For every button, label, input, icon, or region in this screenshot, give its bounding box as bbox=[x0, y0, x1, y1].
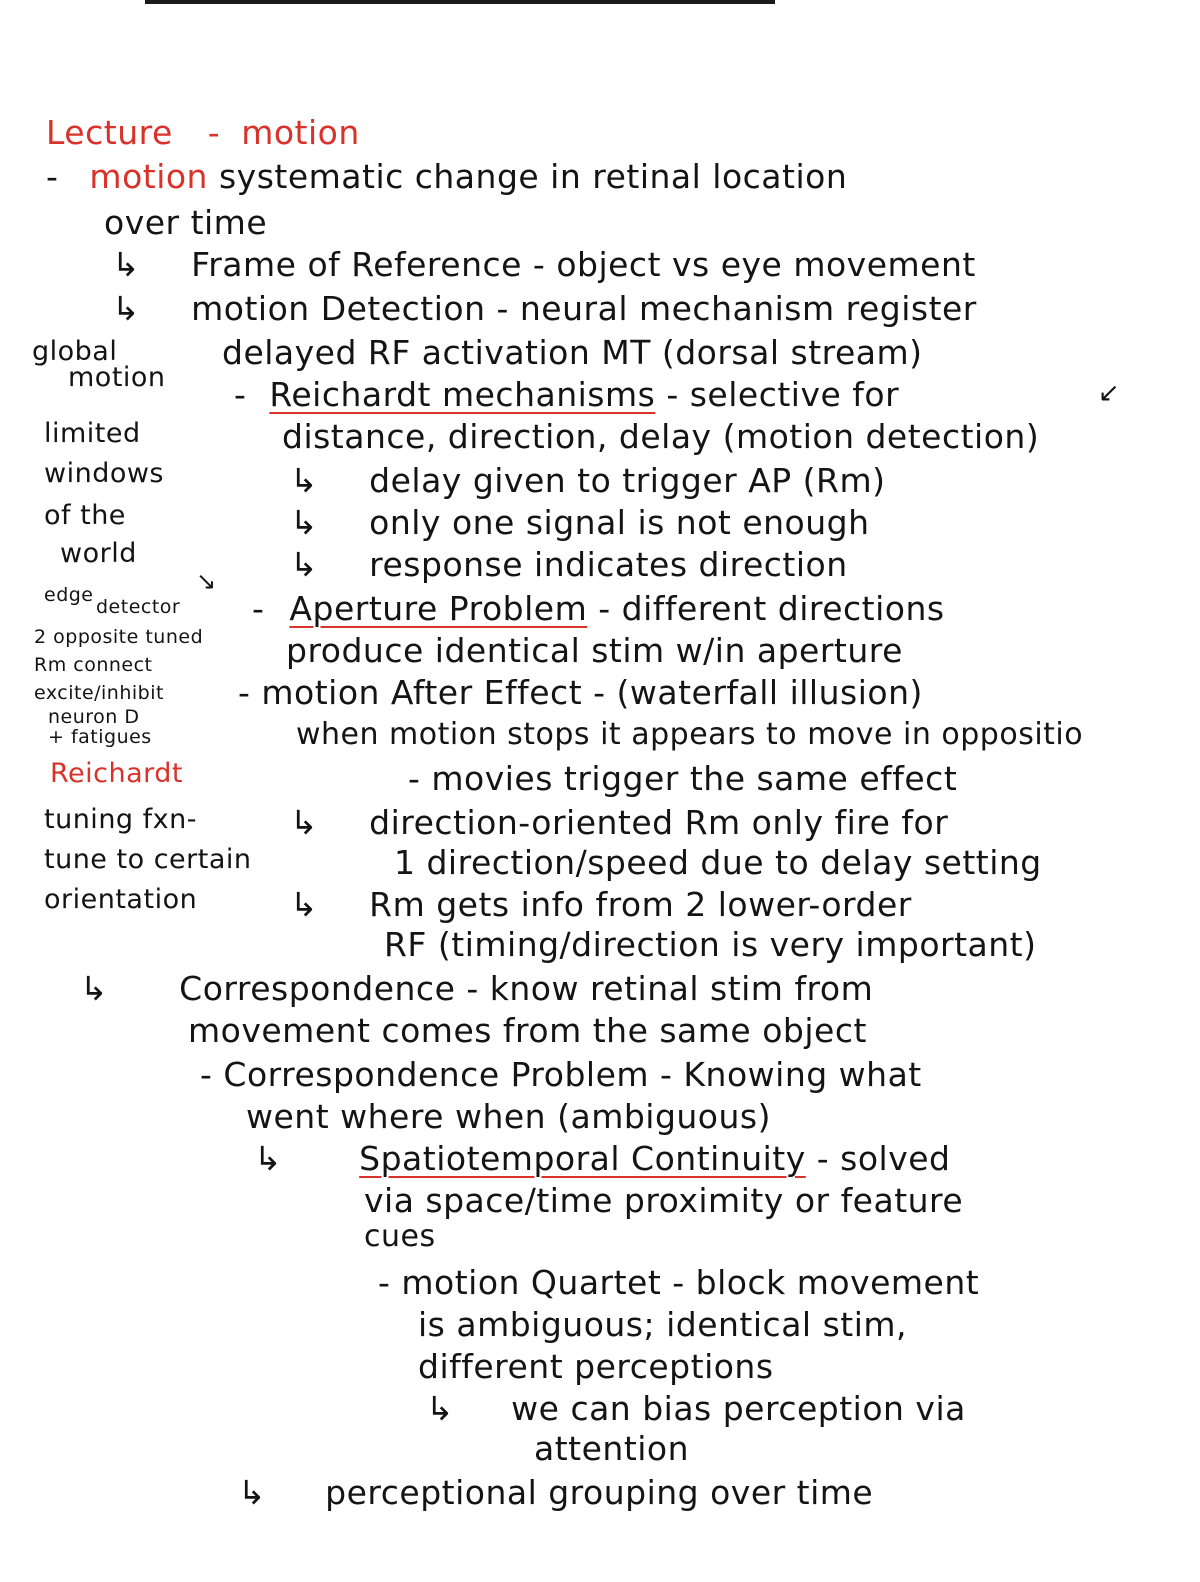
note-line-3 bbox=[112, 245, 976, 284]
right-arrow-icon: ↳ bbox=[112, 245, 141, 284]
margin-reichardt: Reichardt bbox=[50, 758, 184, 789]
note-line-6 bbox=[234, 375, 900, 414]
margin-edge: edge bbox=[44, 584, 94, 606]
note-line-31: attention bbox=[534, 1429, 690, 1468]
right-arrow-icon: ↳ bbox=[80, 969, 109, 1008]
note-line-32 bbox=[238, 1473, 874, 1512]
margin-tune-to-certain: tune to certain bbox=[44, 844, 252, 875]
margin-fatigues: + fatigues bbox=[48, 726, 152, 748]
margin-windows: windows bbox=[44, 458, 165, 489]
right-arrow-icon: ↳ bbox=[290, 803, 319, 842]
margin-world: world bbox=[60, 538, 137, 569]
margin-of-the: of the bbox=[44, 500, 126, 531]
note-line-7: distance, direction, delay (motion detection) bbox=[282, 417, 1040, 456]
note-line-1 bbox=[46, 157, 848, 196]
right-arrow-icon: ↳ bbox=[426, 1389, 455, 1428]
spatiotemporal-continuity-term: Spatiotemporal Continuity bbox=[359, 1139, 806, 1178]
right-arrow-icon: ↳ bbox=[238, 1473, 267, 1512]
title-line bbox=[46, 113, 360, 152]
right-arrow-icon: ↳ bbox=[290, 503, 319, 542]
margin-limited: limited bbox=[44, 418, 141, 449]
bullet-dash: - bbox=[46, 157, 59, 196]
note-line-13: - motion After Effect - (waterfall illusion) bbox=[238, 673, 923, 712]
bullet-dash: - bbox=[252, 589, 265, 628]
note-text: motion Detection - neural mechanism register bbox=[191, 289, 977, 328]
note-line-8 bbox=[290, 461, 886, 500]
margin-rm-connect: Rm connect bbox=[34, 654, 153, 676]
down-arrow-icon: ↙ bbox=[1098, 378, 1120, 408]
note-line-22: - Correspondence Problem - Knowing what bbox=[200, 1055, 922, 1094]
note-line-26: cues bbox=[364, 1219, 436, 1254]
margin-opposite-tuned: 2 opposite tuned bbox=[34, 626, 204, 648]
margin-excite-inhibit: excite/inhibit bbox=[34, 682, 164, 704]
note-line-9 bbox=[290, 503, 870, 542]
note-text: systematic change in retinal location bbox=[218, 157, 848, 196]
motion-term: motion bbox=[89, 157, 208, 196]
note-text: response indicates direction bbox=[369, 545, 848, 584]
note-line-11 bbox=[252, 589, 945, 628]
note-text: - solved bbox=[816, 1139, 951, 1178]
aperture-problem-term: Aperture Problem bbox=[289, 589, 588, 628]
lecture-label: Lecture bbox=[46, 113, 173, 152]
note-text: Rm gets info from 2 lower-order bbox=[369, 885, 912, 924]
note-line-2: over time bbox=[104, 203, 268, 242]
margin-tuning-fxn: tuning fxn- bbox=[44, 804, 197, 835]
note-line-12: produce identical stim w/in aperture bbox=[286, 631, 903, 670]
note-line-14: when motion stops it appears to move in oppositio bbox=[296, 717, 1084, 752]
margin-global: global bbox=[32, 336, 118, 367]
bullet-dash: - bbox=[234, 375, 247, 414]
margin-detector: detector bbox=[96, 596, 181, 618]
note-line-5: delayed RF activation MT (dorsal stream) bbox=[222, 333, 923, 372]
margin-motion: motion bbox=[68, 362, 166, 393]
note-text: - selective for bbox=[666, 375, 900, 414]
note-line-10 bbox=[290, 545, 848, 584]
note-line-28: is ambiguous; identical stim, bbox=[418, 1305, 908, 1344]
right-arrow-icon: ↳ bbox=[254, 1139, 283, 1178]
note-line-17: 1 direction/speed due to delay setting bbox=[394, 843, 1042, 882]
note-text: direction-oriented Rm only fire for bbox=[369, 803, 949, 842]
note-line-25: via space/time proximity or feature bbox=[364, 1181, 964, 1220]
note-text: only one signal is not enough bbox=[369, 503, 870, 542]
right-arrow-icon: ↳ bbox=[290, 545, 319, 584]
note-text: Frame of Reference - object vs eye movement bbox=[191, 245, 976, 284]
note-line-16 bbox=[290, 803, 949, 842]
note-text: perceptional grouping over time bbox=[325, 1473, 874, 1512]
note-line-27: - motion Quartet - block movement bbox=[378, 1263, 980, 1302]
note-line-19: RF (timing/direction is very important) bbox=[384, 925, 1037, 964]
diagonal-arrow-icon: ↘ bbox=[196, 567, 217, 595]
margin-neuron-d: neuron D bbox=[48, 706, 140, 728]
right-arrow-icon: ↳ bbox=[290, 885, 319, 924]
reichardt-mechanisms-term: Reichardt mechanisms bbox=[269, 375, 656, 414]
note-line-21: movement comes from the same object bbox=[188, 1011, 867, 1050]
right-arrow-icon: ↳ bbox=[112, 289, 141, 328]
note-line-23: went where when (ambiguous) bbox=[246, 1097, 771, 1136]
note-line-4 bbox=[112, 289, 977, 328]
note-line-18 bbox=[290, 885, 912, 924]
note-text: we can bias perception via bbox=[511, 1389, 966, 1428]
note-text: Correspondence - know retinal stim from bbox=[179, 969, 874, 1008]
note-text: delay given to trigger AP (Rm) bbox=[369, 461, 886, 500]
topic-label: motion bbox=[241, 113, 360, 152]
note-line-30 bbox=[426, 1389, 966, 1428]
note-line-15: - movies trigger the same effect bbox=[408, 759, 958, 798]
note-line-20 bbox=[80, 969, 874, 1008]
note-text: - different directions bbox=[598, 589, 945, 628]
note-line-24 bbox=[254, 1139, 951, 1178]
margin-orientation: orientation bbox=[44, 884, 198, 915]
right-arrow-icon: ↳ bbox=[290, 461, 319, 500]
title-dash: - bbox=[207, 113, 221, 152]
note-line-29: different perceptions bbox=[418, 1347, 774, 1386]
